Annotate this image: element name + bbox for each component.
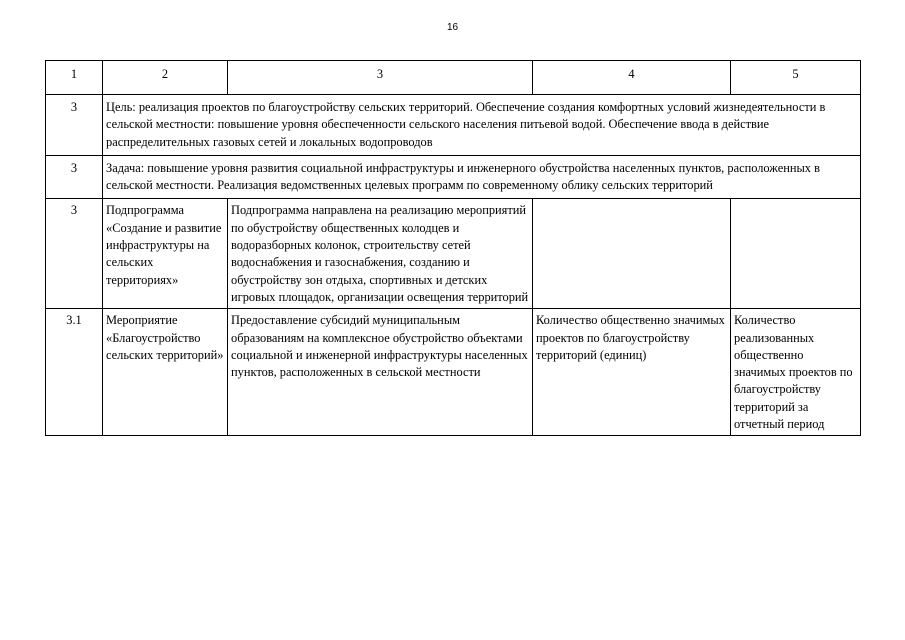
subprogram-description: Подпрограмма направлена на реализацию мероприятий по обустройству общественных колодцев и водоразборных колонок, строительству сетей водоснабжения и газоснабжения, созданию и обустройству зон отдыха, спортивных и детских игровых площадок, организации освещения территорий xyxy=(228,199,533,309)
subprogram-name: Подпрограмма «Создание и развитие инфраструктуры на сельских территориях» xyxy=(103,199,228,309)
task-text: Задача: повышение уровня развития социальной инфраструктуры и инженерного обустройства населенных пунктов, расположенных в сельской местности. Реализация ведомственных целевых программ по современному облику сельских территорий xyxy=(103,155,861,199)
goal-row-number: 3 xyxy=(46,95,103,156)
measure-description: Предоставление субсидий муниципальным образованиям на комплексное обустройство объектами социальной и инженерной инфраструктуры населенных пунктов, расположенных в сельской местности xyxy=(228,309,533,436)
header-cell-1: 1 xyxy=(46,61,103,95)
header-row xyxy=(46,61,861,95)
subprogram-row xyxy=(46,199,861,309)
subprogram-result-cell xyxy=(731,199,861,309)
program-table xyxy=(45,60,861,436)
header-cell-4: 4 xyxy=(533,61,731,95)
task-row-number: 3 xyxy=(46,155,103,199)
header-cell-2: 2 xyxy=(103,61,228,95)
measure-row xyxy=(46,309,861,436)
measure-row-number: 3.1 xyxy=(46,309,103,436)
header-cell-5: 5 xyxy=(731,61,861,95)
measure-result: Количество реализованных общественно значимых проектов по благоустройству территорий за отчетный период xyxy=(731,309,861,436)
subprogram-indicator-cell xyxy=(533,199,731,309)
task-row xyxy=(46,155,861,199)
subprogram-row-number: 3 xyxy=(46,199,103,309)
page-number: 16 xyxy=(446,22,459,33)
header-cell-3: 3 xyxy=(228,61,533,95)
measure-name: Мероприятие «Благоустройство сельских территорий» xyxy=(103,309,228,436)
goal-row xyxy=(46,95,861,156)
goal-text: Цель: реализация проектов по благоустройству сельских территорий. Обеспечение создания комфортных условий жизнедеятельности в сельской местности: повышение уровня обеспеченности сельского населения питьевой водой. Обеспечение ввода в действие распределительных газовых сетей и локальных водопроводов xyxy=(103,95,861,156)
measure-indicator: Количество общественно значимых проектов по благоустройству территорий (единиц) xyxy=(533,309,731,436)
